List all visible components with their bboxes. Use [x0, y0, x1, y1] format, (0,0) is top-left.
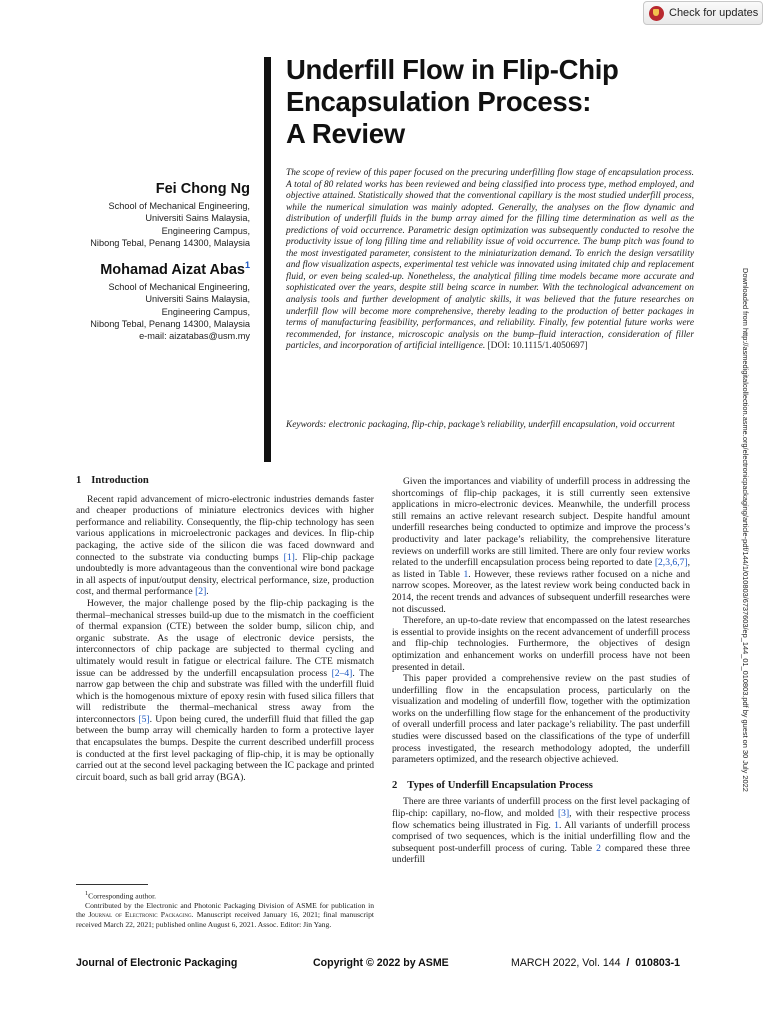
citation-link[interactable]: [5]: [138, 713, 150, 725]
section-heading: [392, 780, 690, 792]
affiliation-line: Nibong Tebal, Penang 14300, Malaysia: [90, 238, 250, 249]
paragraph: [392, 476, 690, 615]
footer-copyright: Copyright © 2022 by ASME: [313, 957, 449, 969]
section-number: 2: [392, 779, 398, 791]
footnote-text: Contributed by the Electronic and Photonic Packaging Division of ASME for publication in the: [76, 900, 374, 920]
check-for-updates-button[interactable]: [643, 1, 763, 25]
footnote-text: . Manuscript received January 16, 2021; final manuscript received March 22, 2021; published online August 6, 2021. Assoc. Editor: Jin Yang.: [76, 910, 374, 929]
section-title: Introduction: [91, 475, 149, 486]
text-run: Recent rapid advancement of micro-electronic industries demands faster and cheaper productions of miniature electronics devices with higher performance and reliability. Consequently, the flip-chip technology has seen various applications in microelectronic packages and devices. In flip-chip packaging, the active side of the silicon die was faced downward and connected to the substrate via conducting bumps: [76, 493, 374, 563]
section-heading: [76, 475, 374, 487]
affiliation-line: School of Mechanical Engineering,: [108, 201, 250, 211]
abstract: [286, 168, 694, 353]
paper-title: [286, 54, 706, 150]
text-run: There are three variants of underfill process on the first level packaging of flip-chip: capillary, no-flow, and molded: [392, 796, 690, 820]
text-run: . All variants of underfill process comprised of two sequences, which is the initial underfilling flow and the subsequent post-underfill process of curing. Table: [392, 819, 690, 854]
affiliation-line: Engineering Campus,: [161, 306, 250, 317]
text-run: However, the major challenge posed by the flip-chip packaging is the thermal–mechanical stresses build-up due to the mismatch in the coefficient of thermal expansion (CTE) between the solder bump, silicon chip, and organic substrate. As the usage of electronic device persists, the interconnectors of chip package are subjected to thermal cycling and ultimately would result in fatigue or electrical failure. The CTE mismatch issue can be addressed by the underfill encapsulation process: [76, 597, 374, 679]
citation-link[interactable]: [2,3,6,7]: [654, 557, 688, 569]
check-for-updates-label: Check for updates: [669, 7, 759, 19]
paragraph: This paper provided a comprehensive review on the past studies of underfilling flow in the encapsulation process, particularly on the visualization and modeling of underfill flow, together with the optimization works on the underfilling flow stage for the enhancement of the productivity of overall underfill process and later package’s reliability. The past underfill studies were discussed based on the classifications of the type of underfill process investigated, the research methodology adopted, the underfill parameters optimized, and the research objective achieved.: [392, 673, 690, 766]
figure-link[interactable]: 1: [554, 819, 559, 831]
affiliation-line: Universiti Sains Malaysia,: [145, 213, 250, 224]
text-run: , with their respective process flow schematics being illustrated in Fig.: [392, 808, 690, 831]
keywords: Keywords: electronic packaging, flip-chip, package’s reliability, underfill encapsulation, void occurrent: [286, 420, 675, 430]
paragraph: [76, 598, 374, 784]
text-run: . The narrow gap between the chip and substrate was filled with the underfill fluid which is the homogenous mixture of epoxy resin with fused silica fillers that will redistribute the thermal–mechanical stress away from the interconnectors: [76, 667, 374, 725]
title-line: A Review: [286, 118, 405, 149]
citation-link[interactable]: [1]: [283, 551, 295, 563]
footnote-rule: [76, 884, 148, 885]
footnote: [76, 889, 374, 929]
footer-journal: Journal of Electronic Packaging: [76, 957, 238, 969]
body-column-left: [76, 475, 374, 783]
author-name: [60, 256, 250, 279]
footnote-contribution: [76, 901, 374, 929]
footer-separator: /: [626, 957, 630, 969]
citation-link[interactable]: [2–4]: [331, 667, 353, 679]
text-run: . Upon being cured, the underfill fluid that filled the gap between the bump array will chemically harden to form a protective layer that encapsulates the bumps. Despite the current described underfill process is conducted at the first level packaging of flip-chip, it is may be optionally carried out at the second level packaging between the IC package and printed circuit board, such as ball grid array (BGA).: [76, 713, 374, 783]
download-note: [740, 268, 754, 1018]
title-line: Underfill Flow in Flip-Chip: [286, 54, 619, 85]
paragraph: [76, 494, 374, 598]
footer-issue-text: MARCH 2022, Vol. 144: [511, 957, 621, 969]
author-name-text: Mohamad Aizat Abas: [100, 261, 245, 278]
text-run: .: [206, 586, 209, 598]
abstract-text: The scope of review of this paper focused on the precuring underfilling flow stage of encapsulation process. A total of 80 related works has been reviewed and being classified into process type, method employed, and objective attained. Statistically showed that the conventional capillary is the most studied underfill process, while the numerical simulation was mainly adopted. Generally, the analyses on the flow dynamic and distribution of underfill fluids in the bump array aimed for the filling time determination as well as the predictions of void occurrence. Parametric design optimization was subsequently conducted to resolve the productivity issue of long filling time and reliability issue of void occurrence. The bump pitch was found to the most investigated parameter, consistent to the miniaturization demand. To enrich the design versatility and flow visualization aspects, experimental test vehicle was innovated using imitated chip and replacement fluid, or even being scaled-up. Nonetheless, the analytical filling time models became more accurate and sophisticated over the years, despite still being scarce in number. With the technological advancement on analysis tools and further development of analytic skills, it was believed that the future researches on underfill flow will become more comprehensive, thereby leading to the production of better packages in terms of manufacturing feasibility, performances, and reliability. Finally, few potential future works were recommended, for instance, microscopic analysis on the bump–fluid interaction, consideration of filler particles, and incorporation of artificial intelligence.: [286, 168, 694, 352]
download-note-text: Downloaded from http://asmedigitalcollection.asme.org/electronicpackaging/article-pdf/144/1/010803/6737603/ep_144_01_010803.pdf by guest on 30 July 2022: [741, 268, 750, 792]
author-email[interactable]: e-mail: aizatabas@usm.my: [139, 331, 250, 342]
table-link[interactable]: 2: [596, 842, 601, 854]
author-1: [60, 180, 250, 250]
doi-link[interactable]: [DOI: 10.1115/1.4050697]: [487, 341, 588, 352]
text-run: , as listed in Table: [392, 557, 690, 580]
citation-link[interactable]: [3]: [557, 808, 570, 820]
footer-issue: [511, 957, 680, 969]
author-name: Fei Chong Ng: [155, 181, 250, 197]
section-title: Types of Underfill Encapsulation Process: [407, 779, 593, 791]
footnote-text: Corresponding author.: [88, 891, 157, 901]
title-line: Encapsulation Process:: [286, 86, 592, 117]
title-accent-bar: [264, 57, 271, 462]
affiliation-line: Nibong Tebal, Penang 14300, Malaysia: [90, 319, 250, 330]
table-link[interactable]: 1: [463, 568, 469, 580]
author-2: [60, 256, 250, 343]
text-run: . However, these reviews rather focused on a niche and narrow scopes. Moreover, as the latest review work being conducted back in 2014, the recent trends and advances of subsequent underfill researches were not discussed.: [392, 568, 691, 615]
section-number: 1: [76, 475, 82, 486]
footer-article-number: 010803-1: [635, 957, 681, 969]
footnote-corresponding: [76, 889, 374, 901]
footnote-journal: Journal of Electronic Packaging: [88, 910, 192, 920]
affiliation-line: Universiti Sains Malaysia,: [145, 294, 250, 305]
text-run: Given the importances and viability of underfill process in addressing the shortcomings of flip-chip packages, it is still currently seen extensive applications in micro-electronic devices. Meanwhile, the underfill process still remains an active relevant research subject. Despite handful amount underfill researches being conducted to optimize and improve the process’s productivity and later package’s reliability, the comprehensive literature reviews on underfill works are still limited. There are only four review works related to the underfill encapsulation process being reported to date: [392, 476, 690, 569]
footnote-mark: 1: [85, 890, 89, 897]
text-run: . Flip-chip package undoubtedly is more advantageous than the conventional wire bond package in all aspects of input/output density, electrical performance, size, production cost, and thermal performance: [76, 551, 374, 598]
paragraph: [392, 796, 690, 866]
affiliation-line: Engineering Campus,: [161, 225, 250, 236]
citation-link[interactable]: [2]: [195, 586, 207, 598]
bookmark-update-icon: [649, 6, 664, 21]
paragraph: Therefore, an up-to-date review that encompassed on the latest researches is essential to provide insights on the recent advancement of underfill process and flip-chip technologies. Furthermore, the objectives of design optimization and enhancement works on underfill process have not been presented in detail.: [392, 615, 690, 673]
text-run: compared these three underfill: [392, 842, 690, 866]
body-column-right: [392, 476, 690, 866]
affiliation-line: School of Mechanical Engineering,: [108, 281, 250, 292]
corresponding-author-mark[interactable]: 1: [244, 260, 250, 270]
